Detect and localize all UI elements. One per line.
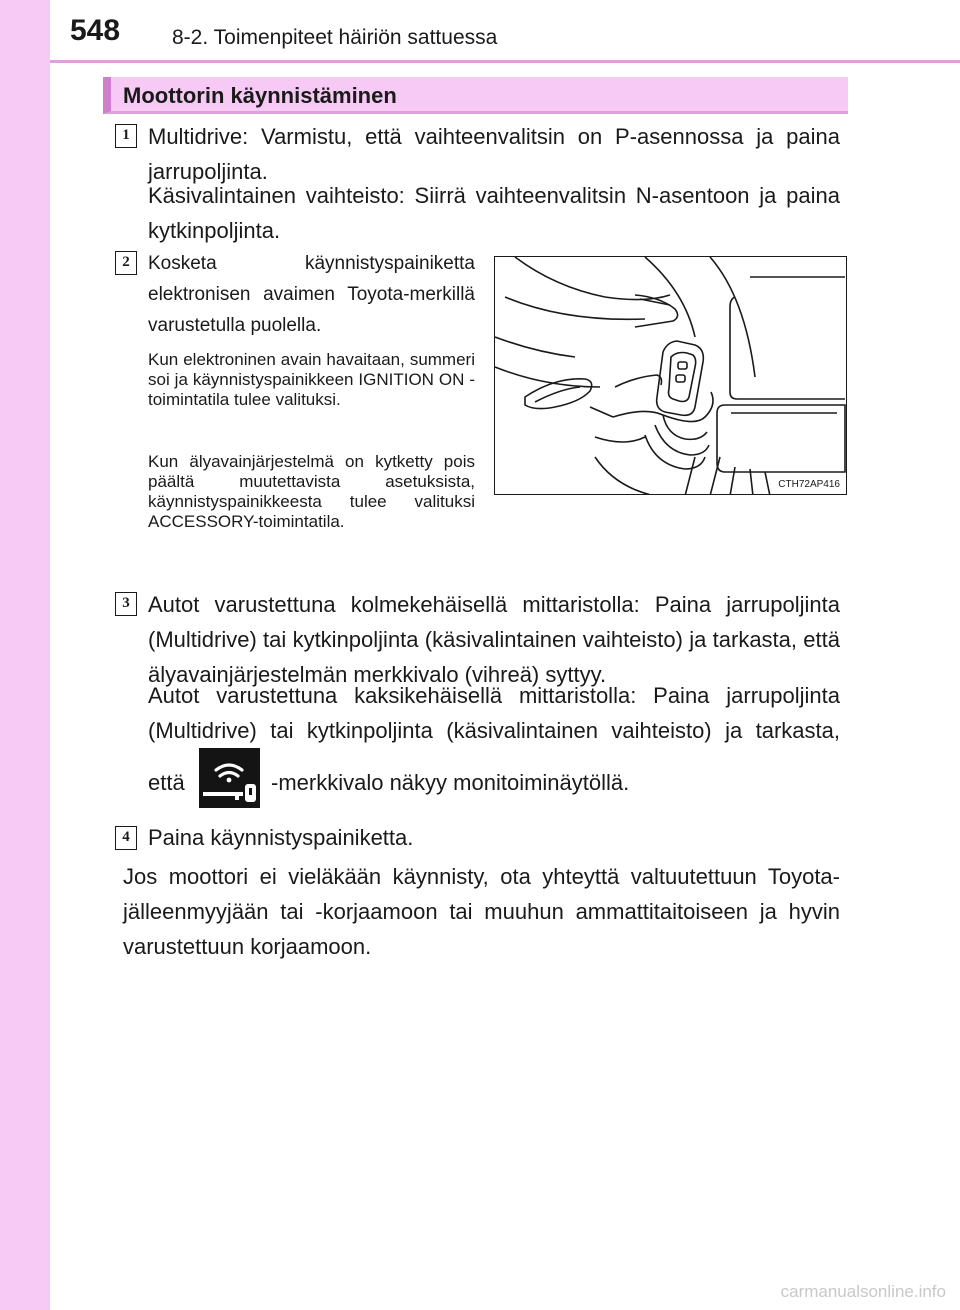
step-3-line-3-end: -merkkivalo näkyy monitoiminäytöllä. (271, 770, 630, 795)
step-number-2: 2 (115, 251, 137, 275)
steering-wheel-hand-illustration (495, 257, 847, 495)
step-2-note-1: Kun elektroninen avain havaitaan, summeri soi ja käynnistyspainikkeen IGNITION ON -toimintatila tulee valituksi. (148, 350, 475, 409)
side-tab (0, 0, 50, 1310)
figure-code: CTH72AP416 (778, 479, 840, 490)
page-number: 548 (70, 14, 121, 47)
step-number-4: 4 (115, 826, 137, 850)
step-1-line-1: Multidrive: Varmistu, että vaihteenvalitsin on P-asennossa ja paina jarrupoljinta. (148, 124, 840, 184)
section-title: Moottorin käynnistäminen (123, 83, 397, 108)
step-2-note-2: Kun älyavainjärjestelmä on kytketty pois päältä muutettavista asetuksista, käynnistyspainikkeesta tulee valituksi ACCESSORY-toimintatila. (148, 452, 475, 531)
section-header (103, 77, 848, 114)
key-touch-illustration (494, 256, 847, 495)
step-number-1: 1 (115, 124, 137, 148)
step-3-line-1: Autot varustettuna kolmekehäisellä mittaristolla: Paina jarrupoljinta (Multidrive) tai kytkinpoljinta (käsivalintainen vaihteisto) ja tarkasta, että älyavainjärjestelmän merkkivalo (vihreä) syttyy. (148, 592, 840, 687)
watermark: carmanualsonline.info (780, 1282, 946, 1301)
step-3-line-2: Autot varustettuna kaksikehäisellä mittaristolla: Paina jarrupoljinta (Multidrive) tai kytkinpoljinta (käsivalintainen vaihteisto) ja tarkasta, (148, 683, 840, 743)
smart-key-indicator-icon (199, 748, 260, 808)
closing-paragraph (123, 851, 840, 964)
section-path: 8-2. Toimenpiteet häiriön sattuessa (172, 26, 498, 49)
step-1-line-2: Käsivalintainen vaihteisto: Siirrä vaihteenvalitsin N-asentoon ja paina kytkinpoljinta. (148, 183, 840, 243)
step-number-3: 3 (115, 592, 137, 616)
header-divider (50, 60, 960, 63)
closing-paragraph-text: Jos moottori ei vieläkään käynnisty, ota yhteyttä valtuutettuun Toyota-jälleenmyyjään tai -korjaamoon tai muuhun ammattitaitoiseen ja hyvin varustettuun korjaamoon. (123, 864, 840, 959)
step-3-line-3-start: että (148, 770, 185, 795)
step-2-title: Kosketa käynnistyspainiketta elektronisen avaimen Toyota-merkillä varustetulla puolella. (148, 253, 475, 336)
step-4-text: Paina käynnistyspainiketta. (148, 825, 414, 850)
